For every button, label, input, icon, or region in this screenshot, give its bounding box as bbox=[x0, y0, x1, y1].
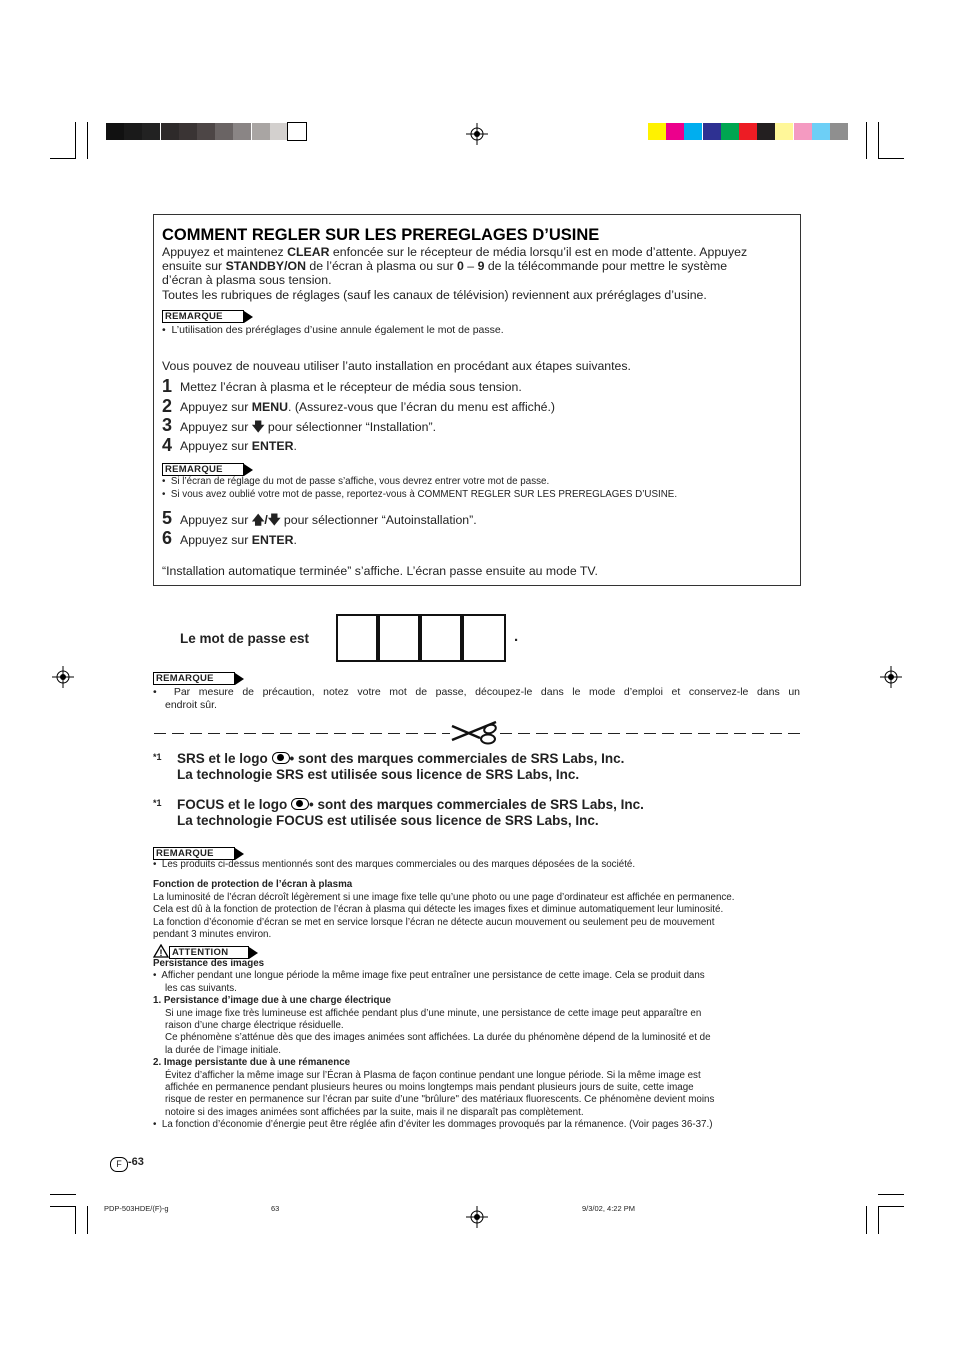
note-item: • Les produits ci-dessus mentionnés sont des marques commerciales ou des marques déposées de la société. bbox=[153, 859, 636, 870]
arrow-down-icon: 🡇 bbox=[251, 420, 265, 434]
color-swatch bbox=[142, 123, 160, 140]
password-digit-box bbox=[420, 614, 462, 662]
slug-page: 63 bbox=[271, 1204, 280, 1213]
crop-mark bbox=[878, 1194, 904, 1195]
attention-badge: ATTENTION bbox=[169, 946, 249, 959]
section-title: COMMENT REGLER SUR LES PREREGLAGES D’USINE bbox=[162, 226, 600, 244]
crop-mark bbox=[866, 122, 867, 159]
registration-mark-icon bbox=[880, 666, 902, 688]
color-swatch bbox=[721, 123, 739, 140]
trademark-line: SRS et le logo • sont des marques commerciales de SRS Labs, Inc. bbox=[177, 751, 625, 766]
cut-line bbox=[500, 733, 800, 734]
attention-line: Ce phénomène s’atténue dès que des images animées sont affichées. La durée du phénomène dépend de la luminosité et de bbox=[165, 1032, 711, 1043]
intro-text: Vous pouvez de nouveau utiliser l’auto installation en procédant aux étapes suivantes. bbox=[162, 359, 631, 373]
footnote-marker: *1 bbox=[153, 752, 162, 762]
attention-line: les cas suivants. bbox=[165, 983, 237, 994]
trademark-line: FOCUS et le logo • sont des marques commerciales de SRS Labs, Inc. bbox=[177, 797, 644, 812]
color-swatch bbox=[179, 123, 197, 140]
cut-line bbox=[154, 733, 450, 734]
crop-mark bbox=[75, 122, 76, 159]
color-swatch bbox=[161, 123, 179, 140]
color-swatch bbox=[757, 123, 775, 140]
remarque-badge: REMARQUE bbox=[162, 463, 244, 476]
crop-mark bbox=[878, 1206, 879, 1234]
color-swatch bbox=[703, 123, 721, 140]
step-text: Appuyez sur ENTER. bbox=[180, 533, 297, 547]
attention-line: • La fonction d’économie d’énergie peut être réglée afin d’éviter les dommages provoqués par la rémanence. (Voir pages 36-37.) bbox=[153, 1119, 713, 1130]
color-swatch bbox=[233, 123, 251, 140]
attention-line: la durée de l’image initiale. bbox=[165, 1045, 281, 1056]
registration-mark-icon bbox=[466, 1206, 488, 1228]
note-item: endroit sûr. bbox=[165, 699, 217, 711]
crop-mark bbox=[878, 158, 904, 159]
password-digit-box bbox=[378, 614, 420, 662]
password-digit-box bbox=[462, 614, 506, 662]
trademark-line: La technologie SRS est utilisée sous licence de SRS Labs, Inc. bbox=[177, 767, 580, 782]
crop-mark bbox=[87, 122, 88, 159]
color-swatch bbox=[270, 123, 288, 140]
attention-line: risque de rester en permanence sur l’écran par suite d’une "brûlure" des matériaux fluorescents. Ce phénomène devient moins bbox=[165, 1094, 715, 1105]
attention-subheading: 2. Image persistante due à une rémanence bbox=[153, 1057, 351, 1068]
attention-line: raison d’une charge électrique résiduelle. bbox=[165, 1020, 344, 1031]
registration-mark-icon bbox=[466, 123, 488, 145]
color-swatch bbox=[830, 123, 848, 140]
arrow-up-down-icon: 🡅/🡇 bbox=[251, 513, 281, 527]
registration-mark-icon bbox=[52, 666, 74, 688]
crop-mark bbox=[87, 1206, 88, 1234]
final-text: “Installation automatique terminée” s’affiche. L’écran passe ensuite au mode TV. bbox=[162, 564, 598, 578]
color-swatch bbox=[288, 123, 306, 140]
color-swatch bbox=[215, 123, 233, 140]
protection-line: La fonction d’économie d’écran se met en service lorsque l’écran ne détecte aucun mouvement ou seulement peu de mouvement bbox=[153, 917, 715, 928]
step-text: Appuyez sur MENU. (Assurez-vous que l’écran du menu est affiché.) bbox=[180, 400, 556, 414]
trademark-line: La technologie FOCUS est utilisée sous licence de SRS Labs, Inc. bbox=[177, 813, 599, 828]
step-number: 2 bbox=[162, 396, 173, 416]
note-item: • Si l’écran de réglage du mot de passe s’affiche, vous devrez entrer votre mot de passe. bbox=[162, 476, 550, 487]
print-date: 9/3/02, 4:22 PM bbox=[582, 1204, 635, 1213]
footnote-marker: *1 bbox=[153, 798, 162, 808]
step-number: 4 bbox=[162, 435, 173, 455]
color-swatch bbox=[775, 123, 793, 140]
color-swatch bbox=[106, 123, 124, 140]
crop-mark bbox=[878, 122, 879, 159]
warning-triangle-icon bbox=[153, 944, 169, 958]
color-swatch bbox=[812, 123, 830, 140]
note-item: • Par mesure de précaution, notez votre mot de passe, découpez-le dans le mode d’emploi et conservez-le dans un bbox=[153, 686, 800, 698]
color-swatch bbox=[197, 123, 215, 140]
attention-line: Si une image fixe très lumineuse est affichée pendant plus d’une minute, une persistance de cette image peut apparaître en bbox=[165, 1008, 702, 1019]
color-swatch bbox=[666, 123, 684, 140]
crop-mark bbox=[50, 1194, 76, 1195]
language-badge: F bbox=[110, 1157, 128, 1172]
crop-mark bbox=[50, 158, 76, 159]
srs-logo-icon bbox=[272, 752, 290, 764]
step-number: 5 bbox=[162, 508, 173, 528]
protection-line: La luminosité de l’écran décroît légèrement si une image fixe telle qu’une photo ou une page d’ordinateur est affichée en permanence. bbox=[153, 892, 735, 903]
step-text: Appuyez sur ENTER. bbox=[180, 439, 297, 453]
note-item: • Si vous avez oublié votre mot de passe, reportez-vous à COMMENT REGLER SUR LES PREREGLAGES D’USINE. bbox=[162, 489, 678, 500]
color-swatch bbox=[124, 123, 142, 140]
step-number: 1 bbox=[162, 376, 173, 396]
protection-title: Fonction de protection de l’écran à plasma bbox=[153, 879, 353, 890]
protection-line: pendant 3 minutes environ. bbox=[153, 929, 272, 940]
page-number: -63 bbox=[128, 1156, 144, 1168]
attention-subheading: 1. Persistance d’image due à une charge électrique bbox=[153, 995, 391, 1006]
color-swatch bbox=[252, 123, 270, 140]
crop-mark bbox=[878, 1206, 904, 1207]
step-text: Mettez l’écran à plasma et le récepteur de média sous tension. bbox=[180, 380, 522, 394]
crop-mark bbox=[50, 1206, 76, 1207]
attention-heading: Persistance des images bbox=[153, 958, 265, 969]
paragraph: Appuyez et maintenez CLEAR enfoncée sur le récepteur de média lorsqu’il est en mode d’attente. Appuyez bbox=[162, 245, 748, 259]
password-period: . bbox=[514, 628, 519, 645]
paragraph: Toutes les rubriques de réglages (sauf les canaux de télévision) reviennent aux préréglages d’usine. bbox=[162, 288, 707, 302]
color-swatch bbox=[648, 123, 666, 140]
crop-mark bbox=[866, 1206, 867, 1234]
focus-logo-icon bbox=[291, 798, 309, 810]
remarque-badge: REMARQUE bbox=[153, 672, 235, 685]
remarque-badge: REMARQUE bbox=[153, 847, 235, 860]
color-swatch bbox=[794, 123, 812, 140]
paragraph: ensuite sur STANDBY/ON de l’écran à plasma ou sur 0 – 9 de la télécommande pour mettre le système bbox=[162, 259, 728, 273]
attention-line: notoire si des images animées sont affichées par la suite, mais il ne disparaît pas complètement. bbox=[165, 1107, 584, 1118]
step-number: 6 bbox=[162, 528, 173, 548]
step-text: Appuyez sur 🡅/🡇 pour sélectionner “Autoinstallation”. bbox=[180, 513, 477, 527]
color-swatch bbox=[739, 123, 757, 140]
file-name: PDP-503HDE/(F)-g bbox=[104, 1204, 169, 1213]
password-label: Le mot de passe est bbox=[180, 631, 310, 646]
step-text: Appuyez sur 🡇 pour sélectionner “Installation”. bbox=[180, 420, 436, 434]
paragraph: d’écran à plasma sous tension. bbox=[162, 273, 332, 287]
color-swatch bbox=[684, 123, 702, 140]
attention-line: • Afficher pendant une longue période la même image fixe peut entraîner une persistance de cette image. Cela se produit dans bbox=[153, 970, 705, 981]
svg-text:!: ! bbox=[159, 948, 163, 958]
note-item: • L’utilisation des préréglages d’usine annule également le mot de passe. bbox=[162, 324, 504, 336]
crop-mark bbox=[75, 1206, 76, 1234]
attention-line: Évitez d’afficher la même image sur l’Écran à Plasma de façon continue pendant une longue période. Si la même image est bbox=[165, 1070, 701, 1081]
protection-line: Cela est dû à la fonction de protection de l’écran à plasma qui détecte les images fixes et diminue automatiquement leur luminosité. bbox=[153, 904, 724, 915]
password-digit-box bbox=[336, 614, 378, 662]
step-number: 3 bbox=[162, 415, 173, 435]
attention-line: affichée en permanence pendant plusieurs heures ou moins longtemps mais pendant plusieurs jours de suite, cette image bbox=[165, 1082, 694, 1093]
remarque-badge: REMARQUE bbox=[162, 310, 244, 323]
scissors-icon bbox=[450, 718, 500, 748]
